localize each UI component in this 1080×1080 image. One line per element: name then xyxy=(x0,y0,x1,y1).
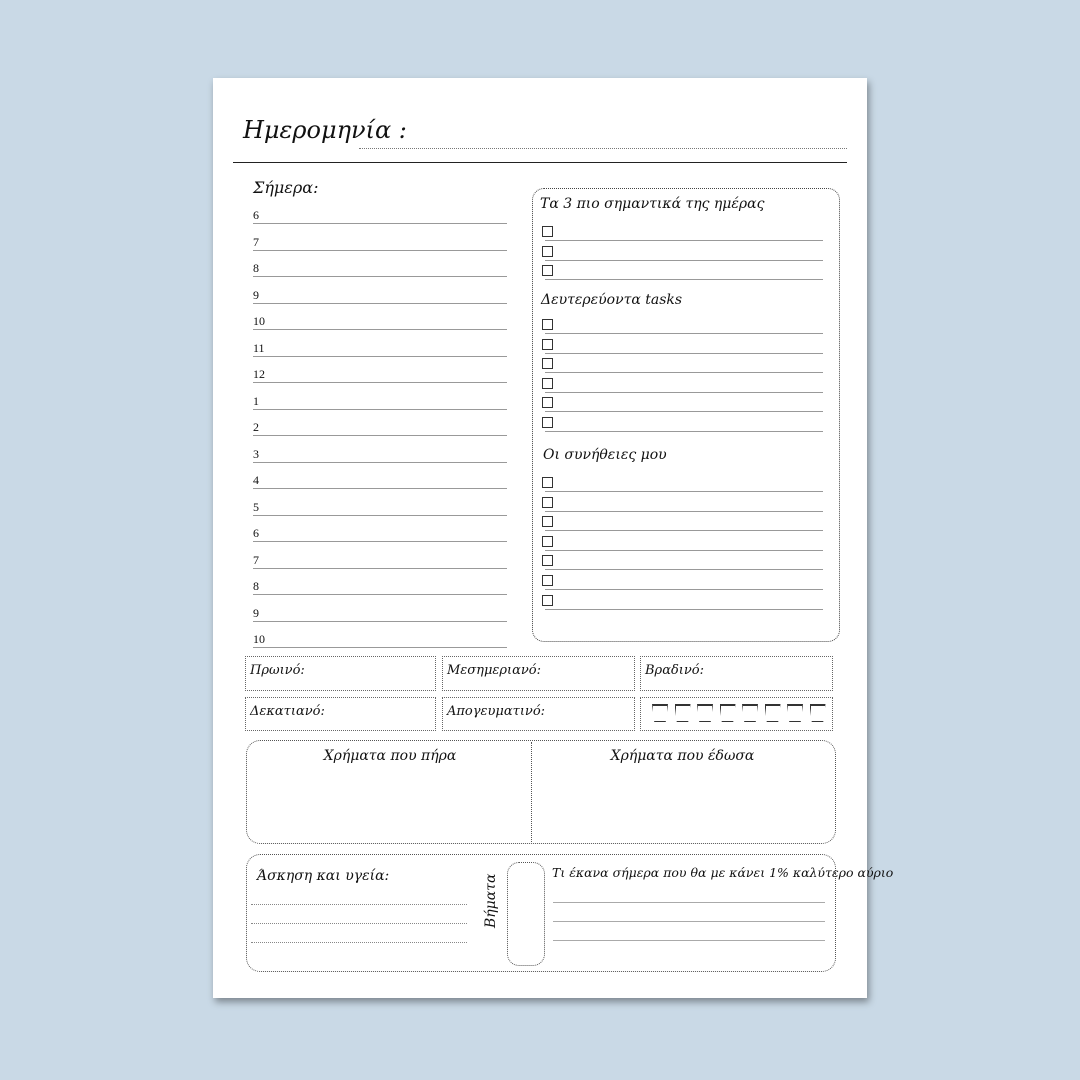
better-tomorrow-label: Τι έκανα σήμερα που θα με κάνει 1% καλύτερο αύριο xyxy=(552,865,894,880)
secondary-task-checkbox[interactable] xyxy=(542,339,553,350)
top3-line[interactable] xyxy=(545,240,823,241)
water-glass-icon[interactable] xyxy=(720,704,736,722)
secondary-task-line[interactable] xyxy=(545,372,823,373)
secondary-task-line[interactable] xyxy=(545,333,823,334)
habit-line[interactable] xyxy=(545,491,823,492)
habit-checkbox[interactable] xyxy=(542,516,553,527)
habit-line[interactable] xyxy=(545,609,823,610)
better-line[interactable] xyxy=(553,921,825,922)
hour-row[interactable]: 1 xyxy=(253,394,507,410)
dinner-box[interactable] xyxy=(640,656,833,691)
habit-line[interactable] xyxy=(545,589,823,590)
habit-line[interactable] xyxy=(545,530,823,531)
hour-row[interactable]: 9 xyxy=(253,606,507,622)
top3-checkbox[interactable] xyxy=(542,226,553,237)
secondary-task-line[interactable] xyxy=(545,411,823,412)
water-glass-icon[interactable] xyxy=(697,704,713,722)
hour-row[interactable]: 7 xyxy=(253,235,507,251)
morning-snack-label: Δεκατιανό: xyxy=(250,704,325,719)
exercise-line[interactable] xyxy=(251,904,467,905)
top3-title: Τα 3 πιο σημαντικά της ημέρας xyxy=(540,196,765,212)
secondary-task-line[interactable] xyxy=(545,431,823,432)
habit-line[interactable] xyxy=(545,550,823,551)
water-glass-icon[interactable] xyxy=(652,704,668,722)
afternoon-snack-label: Απογευματινό: xyxy=(447,704,546,719)
top3-line[interactable] xyxy=(545,260,823,261)
afternoon-snack-box[interactable] xyxy=(442,697,635,731)
secondary-tasks-title: Δευτερεύοντα tasks xyxy=(541,292,683,308)
habit-checkbox[interactable] xyxy=(542,595,553,606)
habit-checkbox[interactable] xyxy=(542,477,553,488)
hour-row[interactable]: 9 xyxy=(253,288,507,304)
hour-row[interactable]: 4 xyxy=(253,473,507,489)
habit-checkbox[interactable] xyxy=(542,536,553,547)
hour-row[interactable]: 11 xyxy=(253,341,507,357)
exercise-line[interactable] xyxy=(251,942,467,943)
planner-sheet xyxy=(213,78,894,998)
secondary-task-line[interactable] xyxy=(545,353,823,354)
hour-row[interactable]: 8 xyxy=(253,261,507,277)
hour-row[interactable]: 3 xyxy=(253,447,507,463)
habit-checkbox[interactable] xyxy=(542,497,553,508)
water-glass-icon[interactable] xyxy=(765,704,781,722)
money-given-label: Χρήματα που έδωσα xyxy=(610,748,755,764)
secondary-task-line[interactable] xyxy=(545,392,823,393)
header-divider xyxy=(233,162,847,163)
lunch-label: Μεσημεριανό: xyxy=(447,663,542,678)
exercise-line[interactable] xyxy=(251,923,467,924)
water-glass-icon[interactable] xyxy=(787,704,803,722)
secondary-task-checkbox[interactable] xyxy=(542,378,553,389)
top3-line[interactable] xyxy=(545,279,823,280)
better-line[interactable] xyxy=(553,902,825,903)
hour-row[interactable]: 10 xyxy=(253,632,507,648)
hour-row[interactable]: 2 xyxy=(253,420,507,436)
secondary-task-checkbox[interactable] xyxy=(542,417,553,428)
dinner-label: Βραδινό: xyxy=(645,663,705,678)
top3-checkbox[interactable] xyxy=(542,246,553,257)
date-input-line[interactable] xyxy=(359,148,847,149)
exercise-label: Άσκηση και υγεία: xyxy=(257,868,390,884)
date-label: Ημερομηνία : xyxy=(243,116,407,144)
secondary-task-checkbox[interactable] xyxy=(542,319,553,330)
hour-row[interactable]: 10 xyxy=(253,314,507,330)
tasks-panel xyxy=(532,188,840,642)
hour-row[interactable]: 6 xyxy=(253,526,507,542)
hour-row[interactable]: 6 xyxy=(253,208,507,224)
habit-line[interactable] xyxy=(545,569,823,570)
habits-title: Οι συνήθειες μου xyxy=(543,447,667,463)
money-received-label: Χρήματα που πήρα xyxy=(323,748,457,764)
breakfast-label: Πρωινό: xyxy=(250,663,305,678)
water-glass-icon[interactable] xyxy=(810,704,826,722)
water-glass-icon[interactable] xyxy=(742,704,758,722)
water-glass-icon[interactable] xyxy=(675,704,691,722)
top3-checkbox[interactable] xyxy=(542,265,553,276)
hour-row[interactable]: 5 xyxy=(253,500,507,516)
steps-label: Βήματα xyxy=(483,873,499,928)
habit-checkbox[interactable] xyxy=(542,575,553,586)
water-tracker-box xyxy=(640,697,833,731)
better-line[interactable] xyxy=(553,940,825,941)
steps-box[interactable] xyxy=(507,862,545,966)
habit-line[interactable] xyxy=(545,511,823,512)
hour-row[interactable]: 8 xyxy=(253,579,507,595)
secondary-task-checkbox[interactable] xyxy=(542,358,553,369)
hour-row[interactable]: 12 xyxy=(253,367,507,383)
morning-snack-box[interactable] xyxy=(245,697,436,731)
habit-checkbox[interactable] xyxy=(542,555,553,566)
schedule-title: Σήμερα: xyxy=(253,178,319,197)
secondary-task-checkbox[interactable] xyxy=(542,397,553,408)
breakfast-box[interactable] xyxy=(245,656,436,691)
lunch-box[interactable] xyxy=(442,656,635,691)
hour-row[interactable]: 7 xyxy=(253,553,507,569)
